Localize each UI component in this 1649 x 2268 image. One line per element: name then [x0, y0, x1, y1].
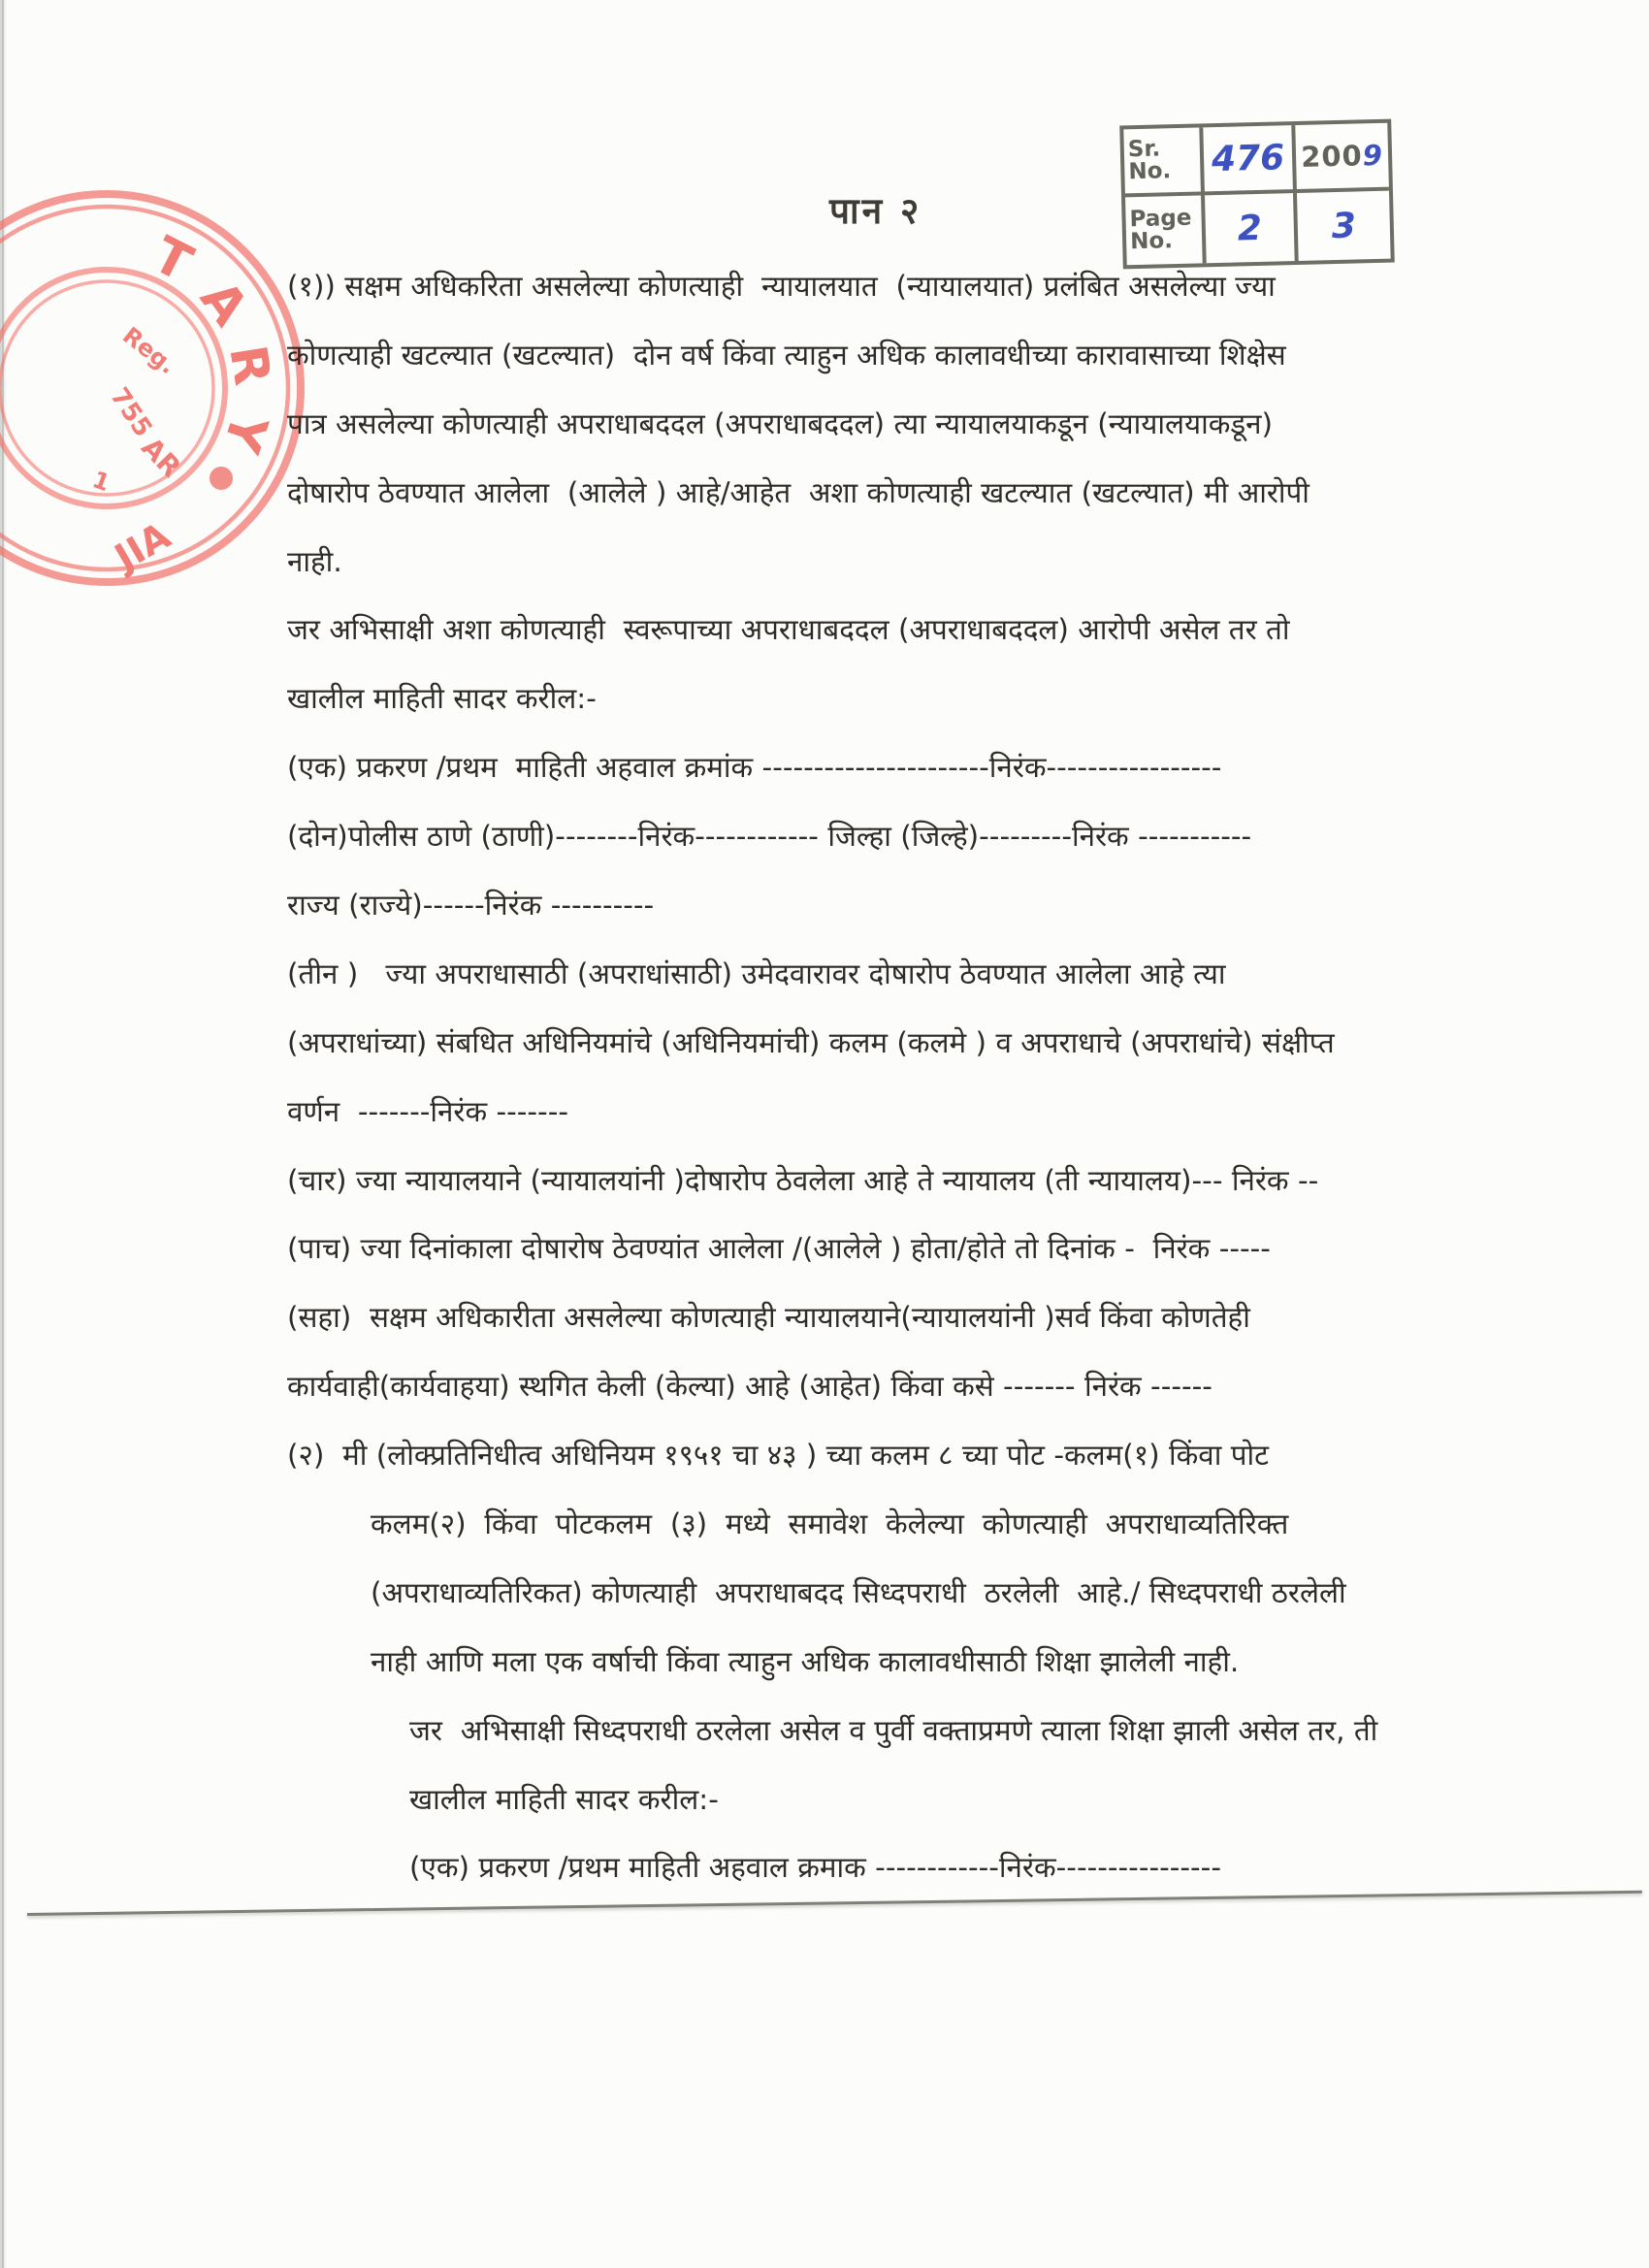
body-line: दोषारोप ठेवण्यात आलेला (आलेले ) आहे/आहेत अशा कोणत्याही खटल्यात (खटल्यात) मी आरोपी [287, 475, 1310, 509]
page-no-label: Page No. [1129, 205, 1192, 255]
body-line: वर्णन -------निरंक ------- [287, 1094, 568, 1128]
stamp-bottom-text-jia: JIA [107, 513, 178, 579]
stamp-reg-label: Reg. [117, 321, 181, 380]
body-line: (१)) सक्षम अधिकरिता असलेल्या कोणत्याही न्यायालयात (न्यायालयात) प्रलंबित असलेल्या ज्या [287, 269, 1276, 303]
year-printed-part: 200 [1300, 139, 1364, 174]
stamp-ring-letter-y: Y [210, 405, 278, 460]
stamp-inner-text-ar: AR [135, 431, 188, 484]
body-line: खालील माहिती सादर करील:- [409, 1782, 719, 1816]
body-line: (एक) प्रकरण /प्रथम माहिती अहवाल क्रमाक ------------निरंक---------------- [409, 1851, 1221, 1885]
body-line: (सहा) सक्षम अधिकारीता असलेल्या कोणत्याही न्यायालयाने(न्यायालयांनी )सर्व किंवा कोणतेही [287, 1301, 1250, 1335]
body-line: कोणत्याही खटल्यात (खटल्यात) दोन वर्ष किंवा त्याहुन अधिक कालावधीच्या कारावासाच्या शिक्षेस [287, 338, 1286, 372]
stamp-ring-letter-r: R [217, 340, 281, 389]
body-line: पात्र असलेल्या कोणत्याही अपराधाबददल (अपराधाबददल) त्या न्यायालयाकडून (न्यायालयाकडून) [287, 406, 1274, 440]
sr-no-value-cell [1203, 125, 1297, 195]
stamp-ring-letter-t: T [144, 225, 202, 294]
stamp-inner-digit: 1 [88, 466, 113, 498]
stamp-dot [210, 467, 233, 490]
body-line: नाही आणि मला एक वर्षाची किंवा त्याहुन अधिक कालावधीसाठी शिक्षा झालेली नाही. [371, 1644, 1240, 1678]
body-line: (अपराधांच्या) संबधित अधिनियमांचे (अधिनियमांची) कलम (कलमे ) व अपराधाचे (अपराधांचे) संक्षीप्त [287, 1025, 1335, 1059]
body-line: (पाच) ज्या दिनांकाला दोषारोष ठेवण्यांत आलेला /(आलेले ) होता/होते तो दिनांक - निरंक ----- [287, 1232, 1271, 1266]
affidavit-body [287, 250, 1597, 1900]
stamp-ring-letter-a: A [188, 270, 259, 337]
year-value [1301, 139, 1384, 174]
notary-stamp-icon [0, 184, 325, 603]
body-line: (चार) ज्या न्यायालयाने (न्यायालयांनी )दोषारोप ठेवलेला आहे ते न्यायालय (ती न्यायालय)--- निरंक -- [287, 1163, 1319, 1197]
stamp-outer-ring-inner-line [0, 207, 288, 569]
body-line: राज्य (राज्ये)------निरंक ---------- [287, 888, 655, 922]
body-line: जर अभिसाक्षी सिध्दपराधी ठरलेला असेल व पुर्वी वक्ताप्रमणे त्याला शिक्षा झाली असेल तर, ती [409, 1713, 1378, 1747]
stamp-reg-number: 755 [104, 382, 158, 443]
body-line: (अपराधाव्यतिरिकत) कोणत्याही अपराधाबदद सिध्दपराधी ठरलेली आहे./ सिध्दपराधी ठरलेली [371, 1575, 1346, 1609]
body-line: कार्यवाही(कार्यवाहया) स्थगित केली (केल्या) आहे (आहेत) किंवा कसे ------- निरंक ------ [287, 1370, 1212, 1404]
year-cell [1295, 123, 1389, 193]
body-line: (तीन ) ज्या अपराधासाठी (अपराधांसाठी) उमेदवारावर दोषारोप ठेवण्यात आलेला आहे त्या [287, 956, 1226, 990]
body-line: (२) मी (लोक्प्रतिनिधीत्व अधिनियम १९५१ चा ४३ ) च्या कलम ८ च्या पोट -कलम(१) किंवा पोट [287, 1439, 1269, 1473]
year-handwritten-digit: 9 [1362, 138, 1384, 173]
body-line: (एक) प्रकरण /प्रथम माहिती अहवाल क्रमांक ----------------------निरंक----------------- [287, 751, 1222, 785]
total-pages-handwritten-value: 3 [1331, 206, 1357, 246]
sr-no-handwritten-value: 476 [1211, 137, 1285, 179]
sr-no-label: Sr. No. [1127, 136, 1172, 185]
sr-no-label-cell [1123, 127, 1205, 197]
serial-number-stamp-box [1119, 119, 1395, 270]
body-line: जर अभिसाक्षी अशा कोणत्याही स्वरूपाच्या अपराधाबददल (अपराधाबददल) आरोपी असेल तर तो [287, 613, 1290, 647]
body-line: नाही. [287, 544, 342, 578]
page-title: पान २ [829, 190, 922, 232]
body-line: (दोन)पोलीस ठाणे (ठाणी)--------निरंक------------ जिल्हा (जिल्हे)---------निरंक ----------- [287, 820, 1252, 854]
page-no-handwritten-value: 2 [1237, 208, 1263, 248]
body-line: कलम(२) किंवा पोटकलम (३) मध्ये समावेश केलेल्या कोणत्याही अपराधाव्यतिरिक्त [371, 1507, 1289, 1540]
body-line: खालील माहिती सादर करील:- [287, 682, 597, 716]
